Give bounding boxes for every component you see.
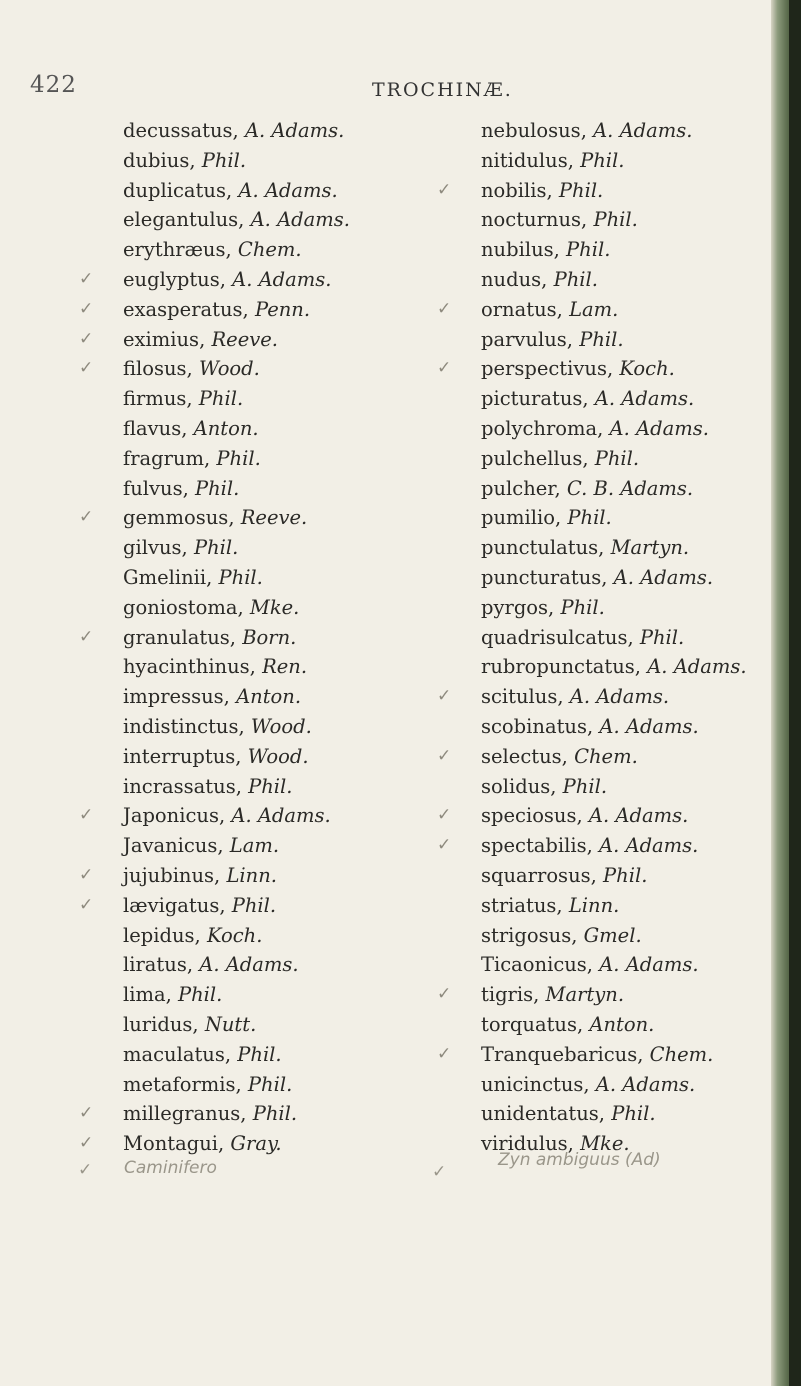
species-name: solidus,	[481, 774, 557, 798]
species-entry	[73, 742, 433, 772]
species-authority: Phil.	[247, 1072, 293, 1096]
species-entry	[431, 563, 791, 593]
species-entry	[73, 235, 433, 265]
species-entry	[431, 533, 791, 563]
species-authority: Chem.	[237, 238, 302, 262]
species-name: euglyptus,	[123, 267, 226, 291]
species-name: fulvus,	[123, 476, 189, 500]
species-authority: A. Adams.	[594, 387, 695, 411]
species-entry	[431, 831, 791, 861]
check-mark-icon: ✓	[437, 745, 452, 766]
check-mark-icon: ✓	[79, 358, 94, 379]
species-authority: A. Adams.	[613, 565, 714, 589]
species-entry	[73, 533, 433, 563]
species-authority: A. Adams.	[595, 1072, 696, 1096]
species-entry	[431, 176, 791, 206]
species-entry	[73, 503, 433, 533]
species-name: nitidulus,	[481, 148, 574, 172]
species-entry	[73, 682, 433, 712]
species-name: lævigatus,	[123, 893, 226, 917]
check-mark-icon: ✓	[437, 179, 452, 200]
check-mark-icon: ✓	[437, 298, 452, 319]
check-mark-icon: ✓	[437, 805, 452, 826]
species-name: spectabilis,	[481, 834, 593, 858]
species-name: Tranquebaricus,	[481, 1042, 644, 1066]
check-mark-icon: ✓	[79, 805, 94, 826]
species-authority: Phil.	[603, 863, 648, 887]
species-authority: Anton.	[236, 685, 302, 709]
species-name: polychroma,	[481, 416, 604, 440]
species-authority: Mke.	[580, 1132, 630, 1156]
species-name: impressus,	[123, 685, 230, 709]
species-authority: A. Adams.	[609, 416, 709, 440]
species-authority: A. Adams.	[569, 685, 670, 709]
species-name: fragrum,	[123, 446, 211, 470]
species-authority: Phil.	[178, 983, 223, 1007]
species-name: filosus,	[123, 357, 193, 381]
species-authority: A. Adams.	[593, 119, 693, 142]
species-entry	[73, 1129, 433, 1159]
species-name: Javanicus,	[123, 834, 224, 858]
species-name: tigris,	[481, 983, 540, 1007]
species-authority: Phil.	[593, 208, 638, 232]
check-mark-icon: ✓	[79, 507, 94, 528]
species-name: nubilus,	[481, 238, 560, 262]
species-name: unidentatus,	[481, 1102, 605, 1126]
species-entry	[431, 474, 791, 504]
species-name: jujubinus,	[123, 863, 221, 887]
species-authority: Chem.	[649, 1042, 714, 1066]
handwritten-tick-right: ✓	[432, 1162, 447, 1182]
species-name: Gmelinii,	[123, 565, 213, 589]
species-authority: Phil.	[198, 387, 244, 411]
species-entry	[73, 444, 433, 474]
species-entry	[431, 325, 791, 355]
species-name: lepidus,	[123, 923, 201, 947]
species-entry	[431, 682, 791, 712]
species-authority: Reeve.	[211, 327, 278, 351]
species-authority: Phil.	[195, 476, 240, 500]
species-entry	[431, 861, 791, 891]
species-authority: Koch.	[206, 923, 263, 947]
check-mark-icon: ✓	[437, 835, 452, 856]
species-name: exasperatus,	[123, 297, 249, 321]
species-name: lima,	[123, 983, 172, 1007]
species-authority: Reeve.	[240, 506, 308, 530]
species-authority: Phil.	[562, 774, 608, 798]
species-authority: Phil.	[594, 446, 640, 470]
species-entry	[73, 950, 433, 980]
species-authority: Gray.	[230, 1132, 282, 1156]
species-entry	[73, 831, 433, 861]
species-entry	[73, 563, 433, 593]
species-entry	[73, 1010, 433, 1040]
species-entry	[73, 921, 433, 951]
species-entry	[73, 652, 433, 682]
species-entry	[431, 265, 791, 295]
species-entry	[73, 623, 433, 653]
check-mark-icon: ✓	[79, 298, 94, 319]
species-name: millegranus,	[123, 1102, 247, 1126]
species-name: interruptus,	[123, 744, 242, 768]
species-name: Japonicus,	[123, 804, 226, 828]
species-entry	[431, 444, 791, 474]
species-authority: Phil.	[216, 446, 261, 470]
species-authority: Phil.	[218, 565, 263, 589]
species-name: luridus,	[123, 1012, 199, 1036]
species-name: erythræus,	[123, 238, 232, 262]
species-entry	[431, 146, 791, 176]
species-authority: Chem.	[574, 744, 638, 768]
species-name: picturatus,	[481, 387, 589, 411]
species-entry	[431, 384, 791, 414]
species-authority: Penn.	[254, 297, 311, 321]
species-name: pulcher,	[481, 476, 561, 500]
species-entry	[73, 593, 433, 623]
handwritten-note-left: Caminifero	[124, 1158, 217, 1178]
species-authority: Anton.	[193, 416, 259, 440]
species-name: metaformis,	[123, 1072, 242, 1096]
species-entry	[73, 980, 433, 1010]
species-entry	[431, 116, 791, 146]
species-authority: A. Adams.	[238, 178, 338, 202]
species-authority: Anton.	[589, 1012, 655, 1036]
species-authority: Martyn.	[610, 536, 690, 560]
handwritten-note-right: Zyn ambiguus (Ad)	[498, 1150, 661, 1170]
species-authority: C. B. Adams.	[566, 476, 694, 500]
species-entry	[73, 891, 433, 921]
page-number: 422	[30, 72, 77, 98]
species-name: Ticaonicus,	[481, 953, 594, 977]
handwritten-tick-left: ✓	[78, 1160, 93, 1180]
left-column	[73, 116, 433, 1159]
species-name: nudus,	[481, 267, 548, 291]
species-authority: A. Adams.	[599, 834, 699, 858]
species-authority: A. Adams.	[231, 804, 331, 828]
species-entry	[431, 1099, 791, 1129]
species-entry	[73, 1099, 433, 1129]
species-authority: A. Adams.	[599, 953, 699, 977]
species-entry	[431, 712, 791, 742]
species-name: scobinatus,	[481, 714, 594, 738]
species-entry	[73, 116, 433, 146]
species-name: striatus,	[481, 893, 563, 917]
species-entry	[431, 801, 791, 831]
species-authority: A. Adams.	[244, 119, 345, 142]
running-head: TROCHINÆ.	[372, 79, 513, 101]
species-name: parvulus,	[481, 327, 574, 351]
species-name: indistinctus,	[123, 714, 245, 738]
species-authority: A. Adams.	[232, 267, 332, 291]
species-entry	[73, 772, 433, 802]
species-name: pumilio,	[481, 506, 562, 530]
species-authority: Wood.	[247, 744, 309, 768]
species-name: squarrosus,	[481, 863, 597, 887]
species-entry	[431, 235, 791, 265]
species-name: punctulatus,	[481, 536, 605, 560]
species-entry	[73, 295, 433, 325]
species-name: pyrgos,	[481, 595, 555, 619]
species-name: liratus,	[123, 953, 194, 977]
species-authority: Phil.	[237, 1042, 282, 1066]
species-name: maculatus,	[123, 1042, 232, 1066]
species-authority: A. Adams.	[199, 953, 299, 977]
species-authority: Phil.	[611, 1102, 656, 1126]
species-authority: Phil.	[231, 893, 277, 917]
species-entry	[431, 354, 791, 384]
species-entry	[431, 921, 791, 951]
check-mark-icon: ✓	[79, 328, 94, 349]
page-edge-shadow	[789, 0, 801, 1386]
species-authority: Linn.	[226, 863, 277, 887]
species-name: gilvus,	[123, 536, 188, 560]
check-mark-icon: ✓	[79, 864, 94, 885]
species-entry	[73, 205, 433, 235]
species-entry	[73, 265, 433, 295]
species-authority: Mke.	[249, 595, 300, 619]
species-entry	[431, 623, 791, 653]
check-mark-icon: ✓	[437, 984, 452, 1005]
species-entry	[73, 414, 433, 444]
species-authority: Martyn.	[545, 983, 625, 1007]
species-name: dubius,	[123, 148, 196, 172]
species-authority: Phil.	[639, 625, 685, 649]
check-mark-icon: ✓	[79, 626, 94, 647]
species-authority: Lam.	[229, 834, 280, 858]
species-entry	[431, 1010, 791, 1040]
species-name: Montagui,	[123, 1132, 225, 1156]
species-entry	[431, 414, 791, 444]
species-authority: Phil.	[553, 267, 598, 291]
species-authority: A. Adams.	[250, 208, 350, 232]
species-entry	[73, 474, 433, 504]
species-name: nocturnus,	[481, 208, 588, 232]
species-entry	[73, 176, 433, 206]
species-name: nobilis,	[481, 178, 553, 202]
species-name: torquatus,	[481, 1012, 584, 1036]
species-authority: Phil.	[567, 506, 612, 530]
species-name: quadrisulcatus,	[481, 625, 634, 649]
species-name: speciosus,	[481, 804, 583, 828]
species-entry	[73, 712, 433, 742]
species-authority: Born.	[242, 625, 297, 649]
species-authority: Phil.	[566, 238, 611, 262]
species-entry	[73, 146, 433, 176]
species-entry	[431, 205, 791, 235]
species-authority: Lam.	[569, 297, 619, 321]
species-authority: Phil.	[252, 1102, 298, 1126]
species-name: duplicatus,	[123, 178, 233, 202]
species-entry	[73, 801, 433, 831]
species-entry	[431, 772, 791, 802]
species-name: viridulus,	[481, 1132, 574, 1156]
species-entry	[73, 861, 433, 891]
species-entry	[431, 742, 791, 772]
species-entry	[73, 1040, 433, 1070]
species-name: gemmosus,	[123, 506, 235, 530]
species-entry	[73, 325, 433, 355]
check-mark-icon: ✓	[79, 1103, 94, 1124]
species-authority: Phil.	[248, 774, 293, 798]
species-name: nebulosus,	[481, 119, 587, 142]
species-entry	[73, 354, 433, 384]
species-entry	[431, 1070, 791, 1100]
species-entry	[73, 1070, 433, 1100]
species-authority: A. Adams.	[599, 714, 699, 738]
species-authority: Phil.	[579, 327, 624, 351]
species-name: perspectivus,	[481, 357, 614, 381]
species-authority: Phil.	[201, 148, 247, 172]
species-name: granulatus,	[123, 625, 237, 649]
species-authority: Phil.	[560, 595, 605, 619]
species-name: ornatus,	[481, 297, 563, 321]
species-name: flavus,	[123, 416, 188, 440]
species-entry	[431, 295, 791, 325]
species-entry	[431, 980, 791, 1010]
species-authority: Phil.	[558, 178, 604, 202]
species-entry	[73, 384, 433, 414]
species-authority: Ren.	[262, 655, 308, 679]
species-name: unicinctus,	[481, 1072, 590, 1096]
species-entry	[431, 593, 791, 623]
species-authority: Wood.	[198, 357, 260, 381]
species-authority: Wood.	[250, 714, 312, 738]
species-name: hyacinthinus,	[123, 655, 256, 679]
species-entry	[431, 652, 791, 682]
check-mark-icon: ✓	[437, 358, 452, 379]
species-name: scitulus,	[481, 685, 564, 709]
species-authority: A. Adams.	[647, 655, 747, 679]
species-authority: Phil.	[193, 536, 239, 560]
species-entry	[431, 503, 791, 533]
species-name: strigosus,	[481, 923, 578, 947]
species-name: pulchellus,	[481, 446, 589, 470]
species-authority: Phil.	[580, 148, 625, 172]
right-column	[431, 116, 791, 1159]
check-mark-icon: ✓	[79, 268, 94, 289]
species-authority: Nutt.	[204, 1012, 257, 1036]
species-authority: Gmel.	[583, 923, 642, 947]
check-mark-icon: ✓	[437, 686, 452, 707]
species-name: goniostoma,	[123, 595, 244, 619]
species-name: elegantulus,	[123, 208, 245, 232]
species-entry	[431, 1040, 791, 1070]
species-name: eximius,	[123, 327, 206, 351]
species-authority: A. Adams.	[588, 804, 689, 828]
species-name: decussatus,	[123, 119, 239, 142]
check-mark-icon: ✓	[79, 894, 94, 915]
check-mark-icon: ✓	[437, 1043, 452, 1064]
species-name: puncturatus,	[481, 565, 608, 589]
species-authority: Koch.	[619, 357, 675, 381]
check-mark-icon: ✓	[79, 1133, 94, 1154]
species-name: rubropunctatus,	[481, 655, 642, 679]
species-name: selectus,	[481, 744, 568, 768]
species-name: firmus,	[123, 387, 193, 411]
species-name: incrassatus,	[123, 774, 242, 798]
species-entry	[431, 950, 791, 980]
species-entry	[431, 891, 791, 921]
species-authority: Linn.	[568, 893, 620, 917]
